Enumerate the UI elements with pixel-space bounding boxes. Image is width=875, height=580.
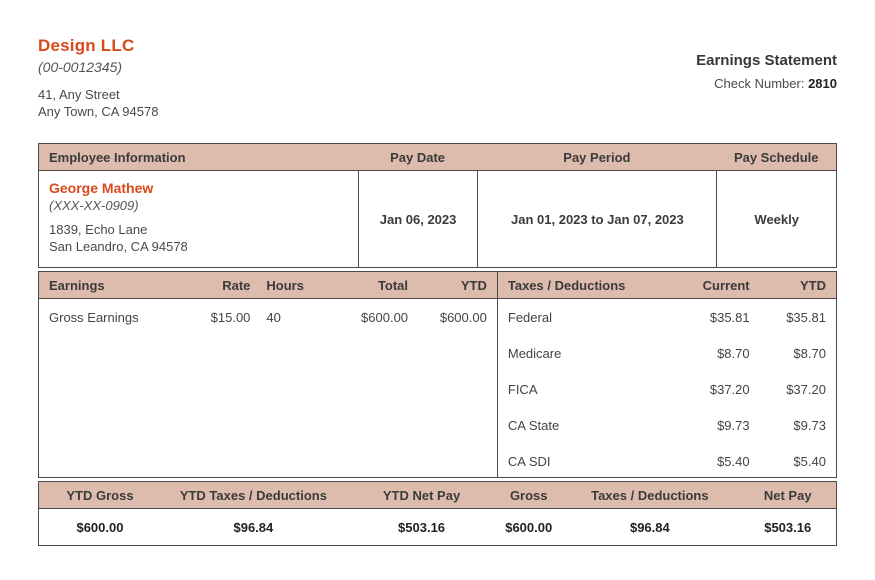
header-hours: Hours <box>266 277 304 293</box>
earnings-row <box>39 299 497 335</box>
header-pay-schedule: Pay Schedule <box>733 149 819 165</box>
tax-current: $5.40 <box>717 453 750 469</box>
earnings-taxes-section <box>38 271 837 478</box>
tax-ytd: $37.20 <box>786 381 826 397</box>
tax-current: $9.73 <box>717 417 750 433</box>
header-taxes-ytd: YTD <box>799 277 826 293</box>
employee-ssn: (XXX-XX-0909) <box>49 198 139 214</box>
statement-table <box>38 143 837 546</box>
tax-current: $37.20 <box>709 381 750 397</box>
tax-current: $8.70 <box>717 345 750 361</box>
earnings-label: Gross Earnings <box>49 309 139 325</box>
earnings-header-row <box>39 272 497 299</box>
taxes-header-row <box>498 272 836 299</box>
tax-ytd: $8.70 <box>793 345 826 361</box>
statement-title: Earnings Statement <box>696 52 837 69</box>
ytd-gross-value: $600.00 <box>76 519 124 535</box>
employee-name: George Mathew <box>49 180 154 197</box>
page-header <box>0 0 875 120</box>
employee-info-body-row <box>39 171 836 267</box>
company-address-line1: 41, Any Street <box>38 87 120 102</box>
pay-period-value: Jan 01, 2023 to Jan 07, 2023 <box>477 171 716 267</box>
earnings-ytd: $600.00 <box>439 309 487 325</box>
header-net-pay: Net Pay <box>763 487 812 503</box>
header-rate: Rate <box>222 277 251 293</box>
header-ytd-gross: YTD Gross <box>66 487 134 503</box>
header-earnings-ytd: YTD <box>460 277 487 293</box>
earnings-panel <box>39 272 497 477</box>
header-total: Total <box>377 277 409 293</box>
statement-block <box>696 36 837 91</box>
header-employee-information: Employee Information <box>49 149 186 165</box>
employee-address <box>49 222 348 256</box>
ytd-net-pay-value: $503.16 <box>398 519 446 535</box>
summary-values-row <box>39 509 836 545</box>
header-taxes-deductions: Taxes / Deductions <box>507 277 626 293</box>
header-ytd-net-pay: YTD Net Pay <box>382 487 461 503</box>
employee-address-line1: 1839, Echo Lane <box>49 222 148 238</box>
check-number-label: Check Number: <box>714 76 805 91</box>
earnings-total: $600.00 <box>361 309 409 325</box>
taxes-body <box>498 299 836 477</box>
ytd-taxes-deductions-value: $96.84 <box>233 519 274 535</box>
header-taxes-deductions: Taxes / Deductions <box>591 487 709 503</box>
tax-ytd: $35.81 <box>786 309 826 325</box>
company-name: Design LLC <box>38 36 135 55</box>
header-earnings: Earnings <box>49 277 105 293</box>
company-address-line2: Any Town, CA 94578 <box>38 104 159 120</box>
tax-row-federal <box>498 299 836 335</box>
tax-label: Medicare <box>507 345 562 361</box>
employee-details-cell <box>39 171 358 267</box>
tax-row-ca-sdi <box>498 443 836 479</box>
earnings-rate: $15.00 <box>210 309 251 325</box>
pay-schedule-value: Weekly <box>716 171 836 267</box>
header-current: Current <box>702 277 750 293</box>
taxes-panel <box>497 272 836 477</box>
tax-row-fica <box>498 371 836 407</box>
tax-ytd: $9.73 <box>793 417 826 433</box>
company-id: (00-0012345) <box>38 59 123 75</box>
gross-value: $600.00 <box>505 519 553 535</box>
pay-date-value: Jan 06, 2023 <box>358 171 478 267</box>
earnings-hours: 40 <box>266 309 281 325</box>
check-number-value: 2810 <box>808 76 837 91</box>
employee-info-header-row <box>39 144 836 171</box>
tax-label: CA State <box>507 417 560 433</box>
summary-section <box>38 481 837 546</box>
employee-info-section <box>38 143 837 268</box>
tax-label: FICA <box>507 381 538 397</box>
employee-address-line2: San Leandro, CA 94578 <box>49 239 188 255</box>
summary-header-row <box>39 482 836 509</box>
tax-row-ca-state <box>498 407 836 443</box>
header-gross: Gross <box>509 487 548 503</box>
net-pay-value: $503.16 <box>764 519 812 535</box>
tax-label: Federal <box>507 309 552 325</box>
tax-ytd: $5.40 <box>793 453 826 469</box>
header-ytd-taxes-deductions: YTD Taxes / Deductions <box>179 487 327 503</box>
company-block <box>38 36 158 120</box>
header-pay-period: Pay Period <box>563 149 631 165</box>
tax-row-medicare <box>498 335 836 371</box>
earnings-body <box>39 299 497 477</box>
company-address <box>38 86 158 120</box>
taxes-deductions-value: $96.84 <box>629 519 670 535</box>
tax-label: CA SDI <box>507 453 551 469</box>
check-number-line <box>696 76 837 91</box>
tax-current: $35.81 <box>709 309 750 325</box>
header-pay-date: Pay Date <box>390 149 446 165</box>
